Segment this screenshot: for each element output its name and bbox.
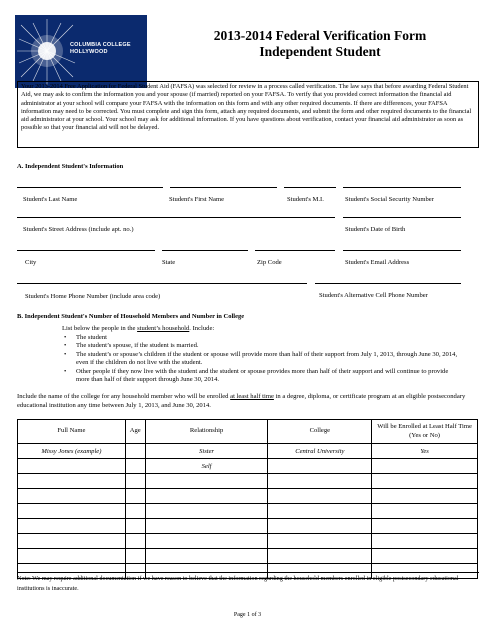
table-row[interactable] xyxy=(18,549,478,564)
table-cell[interactable] xyxy=(372,474,478,489)
bullet-item: • The student xyxy=(62,334,462,342)
household-link: student’s household xyxy=(137,325,190,332)
table-cell[interactable] xyxy=(145,519,268,534)
table-cell[interactable] xyxy=(125,549,145,564)
mi-label: Student's M.I. xyxy=(287,196,324,203)
table-cell[interactable] xyxy=(18,459,126,474)
table-cell[interactable] xyxy=(145,474,268,489)
table-cell[interactable] xyxy=(18,549,126,564)
street-address-field[interactable] xyxy=(17,217,335,218)
logo-name: COLUMBIA COLLEGE xyxy=(70,42,131,48)
table-cell[interactable] xyxy=(268,474,372,489)
half-time-link: at least half time xyxy=(230,393,274,400)
table-cell[interactable] xyxy=(372,519,478,534)
ssn-label: Student's Social Security Number xyxy=(345,196,434,203)
table-cell[interactable] xyxy=(372,489,478,504)
first-name-field[interactable] xyxy=(170,187,277,188)
email-label: Student's Email Address xyxy=(345,259,410,266)
include-text: Include the name of the college for any household member who will be enrolled xyxy=(17,393,229,400)
state-field[interactable] xyxy=(162,250,248,251)
table-row[interactable] xyxy=(18,489,478,504)
first-name-label: Student's First Name xyxy=(169,196,225,203)
table-cell[interactable] xyxy=(268,504,372,519)
title-line-2: Independent Student xyxy=(259,44,381,59)
zip-field[interactable] xyxy=(255,250,335,251)
dob-field[interactable] xyxy=(343,217,461,218)
header-age: Age xyxy=(125,420,145,444)
table-cell[interactable] xyxy=(268,549,372,564)
household-table xyxy=(17,419,478,579)
state-label: State xyxy=(162,259,176,266)
table-header-row xyxy=(18,420,478,444)
city-label: City xyxy=(25,259,37,266)
table-cell[interactable] xyxy=(372,459,478,474)
title-line-1: 2013-2014 Federal Verification Form xyxy=(213,28,427,43)
table-row[interactable] xyxy=(18,504,478,519)
documentation-note: Note: We may require additional documentation if we have reason to believe that the information regarding the household members enrolled in eligible postsecondary educational institutions is inaccurate. xyxy=(17,572,479,594)
table-cell[interactable] xyxy=(125,534,145,549)
table-cell[interactable] xyxy=(125,504,145,519)
table-cell[interactable] xyxy=(145,549,268,564)
table-cell[interactable] xyxy=(268,489,372,504)
table-cell[interactable] xyxy=(372,534,478,549)
table-cell[interactable] xyxy=(125,474,145,489)
table-cell[interactable] xyxy=(18,474,126,489)
street-address-label: Student's Street Address (include apt. no.) xyxy=(23,226,134,233)
home-phone-field[interactable] xyxy=(17,283,307,284)
table-cell[interactable] xyxy=(268,519,372,534)
ssn-field[interactable] xyxy=(343,187,461,188)
section-a-heading: A. Independent Student's Information xyxy=(17,163,124,170)
header-college: College xyxy=(268,420,372,444)
header-enrolled-half-time: Will be Enrolled at Least Half Time (Yes or No) xyxy=(372,420,478,444)
include-college-instructions xyxy=(17,393,467,410)
list-intro-post: . Include: xyxy=(189,325,215,332)
page-number: Page 1 of 3 xyxy=(233,612,262,618)
table-cell: Central University xyxy=(268,444,372,459)
include-text-post: in a degree, diploma, or certificate program at an eligible postsecondary educational institution any time between July 1, 2013, and June 30, 2014. xyxy=(17,393,466,409)
table-cell: Self xyxy=(145,459,268,474)
table-cell[interactable] xyxy=(372,549,478,564)
example-row xyxy=(18,444,478,459)
page-title xyxy=(170,28,470,60)
table-cell[interactable] xyxy=(372,504,478,519)
table-row[interactable] xyxy=(18,474,478,489)
bullet-item: • The student’s or spouse’s children if the student or spouse will provide more than half of their support from July 1, 2013, through June 30, 2014, even if the children do not live with the student. xyxy=(62,351,462,368)
college-logo xyxy=(15,15,147,88)
logo-sub: HOLLYWOOD xyxy=(70,49,108,55)
email-field[interactable] xyxy=(343,250,461,251)
table-cell[interactable] xyxy=(145,489,268,504)
city-field[interactable] xyxy=(17,250,155,251)
household-bullet-list xyxy=(62,334,462,384)
table-cell[interactable] xyxy=(268,534,372,549)
cell-phone-field[interactable] xyxy=(315,283,461,284)
zip-label: Zip Code xyxy=(257,259,282,266)
table-cell: Sister xyxy=(145,444,268,459)
last-name-field[interactable] xyxy=(17,187,163,188)
table-cell[interactable] xyxy=(18,519,126,534)
bullet-item: • The student’s spouse, if the student is married. xyxy=(62,342,462,350)
bullet-item: • Other people if they now live with the student and the student or spouse provides more than half of their support and will continue to provide more than half of their support through June 30, 2014. xyxy=(62,368,462,385)
list-intro-text: List below the people in the xyxy=(62,325,136,332)
table-cell[interactable] xyxy=(268,459,372,474)
table-cell: Missy Jones (example) xyxy=(18,444,126,459)
header-full-name: Full Name xyxy=(18,420,126,444)
cell-phone-label: Student's Alternative Cell Phone Number xyxy=(319,292,428,299)
table-row[interactable] xyxy=(18,534,478,549)
dob-label: Student's Date of Birth xyxy=(345,226,406,233)
header-relationship: Relationship xyxy=(145,420,268,444)
household-list-intro xyxy=(62,325,214,332)
table-cell[interactable] xyxy=(18,534,126,549)
table-cell[interactable] xyxy=(18,489,126,504)
table-cell[interactable] xyxy=(18,504,126,519)
table-cell[interactable] xyxy=(125,489,145,504)
intro-paragraph: Your 2013-2014 Free Application for Federal Student Aid (FAFSA) was selected for review in a process called verification. The law says that before awarding Federal Student Aid, we may ask to confirm the information you and your spouse (if married) reported on your FAFSA. To verify that you provided correct information the financial aid administrator at your school will compare your FAFSA with the information on this form and with any other required documents. If there are differences, your FAFSA information may need to be corrected. You must complete and sign this form, attach any required documents, and submit the form and other required documents to the financial aid administrator at your school. Your school may ask for additional information. If you have questions about verification, contact your financial aid administrator as soon as possible so that your financial aid will not be delayed. xyxy=(17,81,479,148)
table-row[interactable] xyxy=(18,519,478,534)
table-cell[interactable] xyxy=(145,534,268,549)
mi-field[interactable] xyxy=(284,187,336,188)
home-phone-label: Student's Home Phone Number (include area code) xyxy=(25,293,161,300)
self-row[interactable] xyxy=(18,459,478,474)
table-cell[interactable] xyxy=(125,459,145,474)
section-b-heading: B. Independent Student's Number of Household Members and Number in College xyxy=(17,313,245,320)
table-cell xyxy=(125,444,145,459)
table-cell[interactable] xyxy=(145,504,268,519)
table-cell[interactable] xyxy=(125,519,145,534)
table-cell: Yes xyxy=(372,444,478,459)
last-name-label: Student's Last Name xyxy=(23,196,78,203)
